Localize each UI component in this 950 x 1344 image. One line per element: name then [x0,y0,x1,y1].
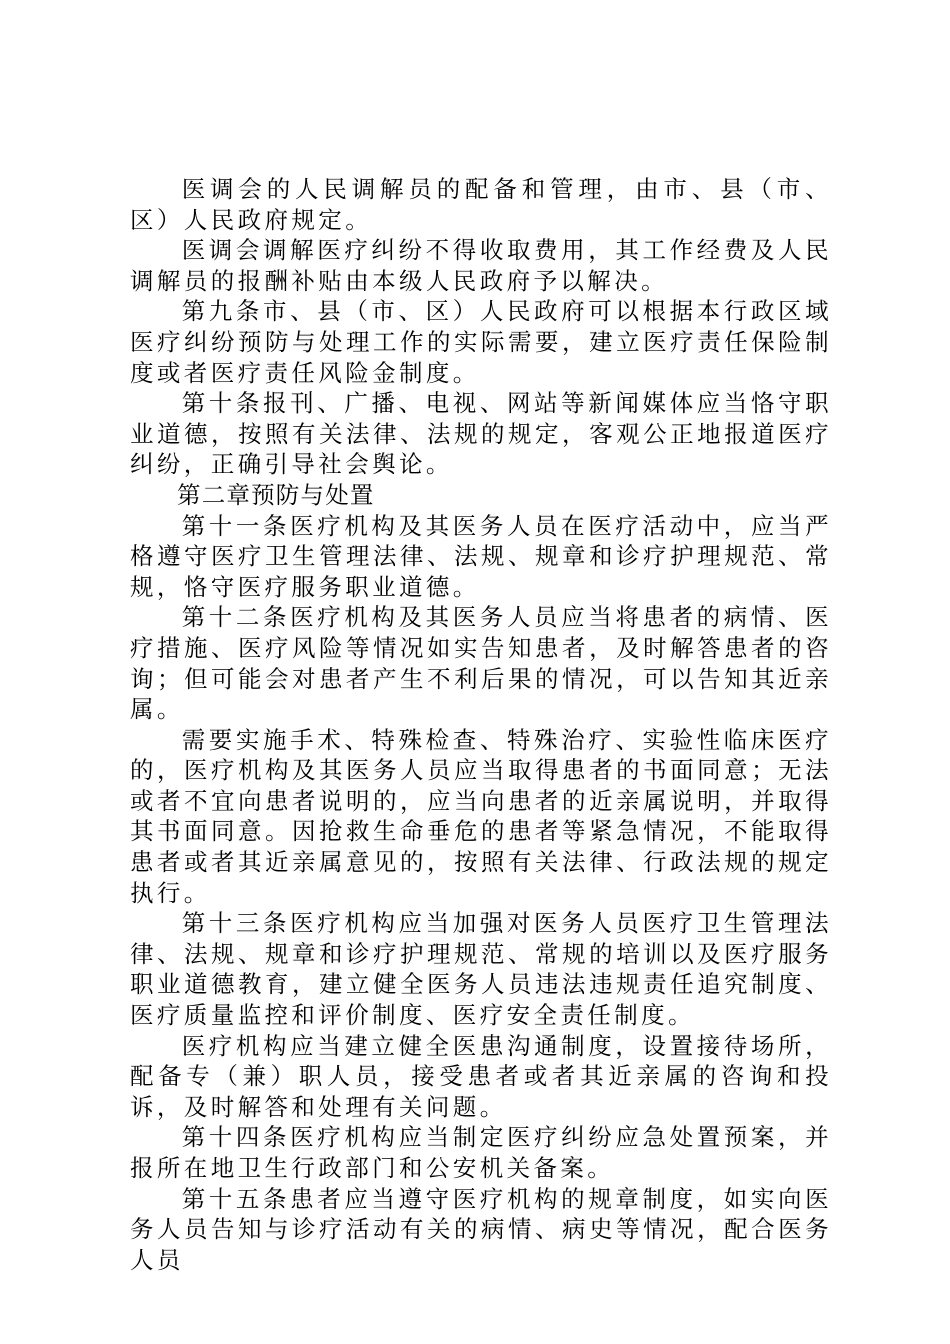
paragraph-article-9: 第九条市、县（市、区）人民政府可以根据本行政区域医疗纠纷预防与处理工作的实际需要，建立医疗责任保险制度或者医疗责任风险金制度。 [130,297,832,387]
paragraph-informed-consent: 需要实施手术、特殊检查、特殊治疗、实验性临床医疗的，医疗机构及其医务人员应当取得患者的书面同意；无法或者不宜向患者说明的，应当向患者的近亲属说明，并取得其书面同意。因抢救生命垂危的患者等紧急情况，不能取得患者或者其近亲属意见的，按照有关法律、行政法规的规定执行。 [130,725,832,907]
paragraph-communication-system: 医疗机构应当建立健全医患沟通制度，设置接待场所，配备专（兼）职人员，接受患者或者其近亲属的咨询和投诉，及时解答和处理有关问题。 [130,1031,832,1121]
paragraph-article-13: 第十三条医疗机构应当加强对医务人员医疗卫生管理法律、法规、规章和诊疗护理规范、常规的培训以及医疗服务职业道德教育，建立健全医务人员违法违规责任追究制度、医疗质量监控和评价制度、医疗安全责任制度。 [130,909,832,1030]
paragraph-mediation-fees: 医调会调解医疗纠纷不得收取费用，其工作经费及人民调解员的报酬补贴由本级人民政府予以解决。 [130,236,832,295]
paragraph-article-15: 第十五条患者应当遵守医疗机构的规章制度，如实向医务人员告知与诊疗活动有关的病情、病史等情况，配合医务人员 [130,1184,832,1274]
paragraph-article-10: 第十条报刊、广播、电视、网站等新闻媒体应当恪守职业道德，按照有关法律、法规的规定，客观公正地报道医疗纠纷，正确引导社会舆论。 [130,389,832,479]
paragraph-article-12: 第十二条医疗机构及其医务人员应当将患者的病情、医疗措施、医疗风险等情况如实告知患者，及时解答患者的咨询；但可能会对患者产生不利后果的情况，可以告知其近亲属。 [130,603,832,724]
paragraph-mediator-staffing: 医调会的人民调解员的配备和管理，由市、县（市、区）人民政府规定。 [130,175,832,234]
paragraph-article-11: 第十一条医疗机构及其医务人员在医疗活动中，应当严格遵守医疗卫生管理法律、法规、规章和诊疗护理规范、常规，恪守医疗服务职业道德。 [130,511,832,601]
chapter-heading: 第二章预防与处置 [177,480,375,509]
paragraph-article-14: 第十四条医疗机构应当制定医疗纠纷应急处置预案，并报所在地卫生行政部门和公安机关备案。 [130,1123,832,1182]
document-body [130,174,832,1275]
